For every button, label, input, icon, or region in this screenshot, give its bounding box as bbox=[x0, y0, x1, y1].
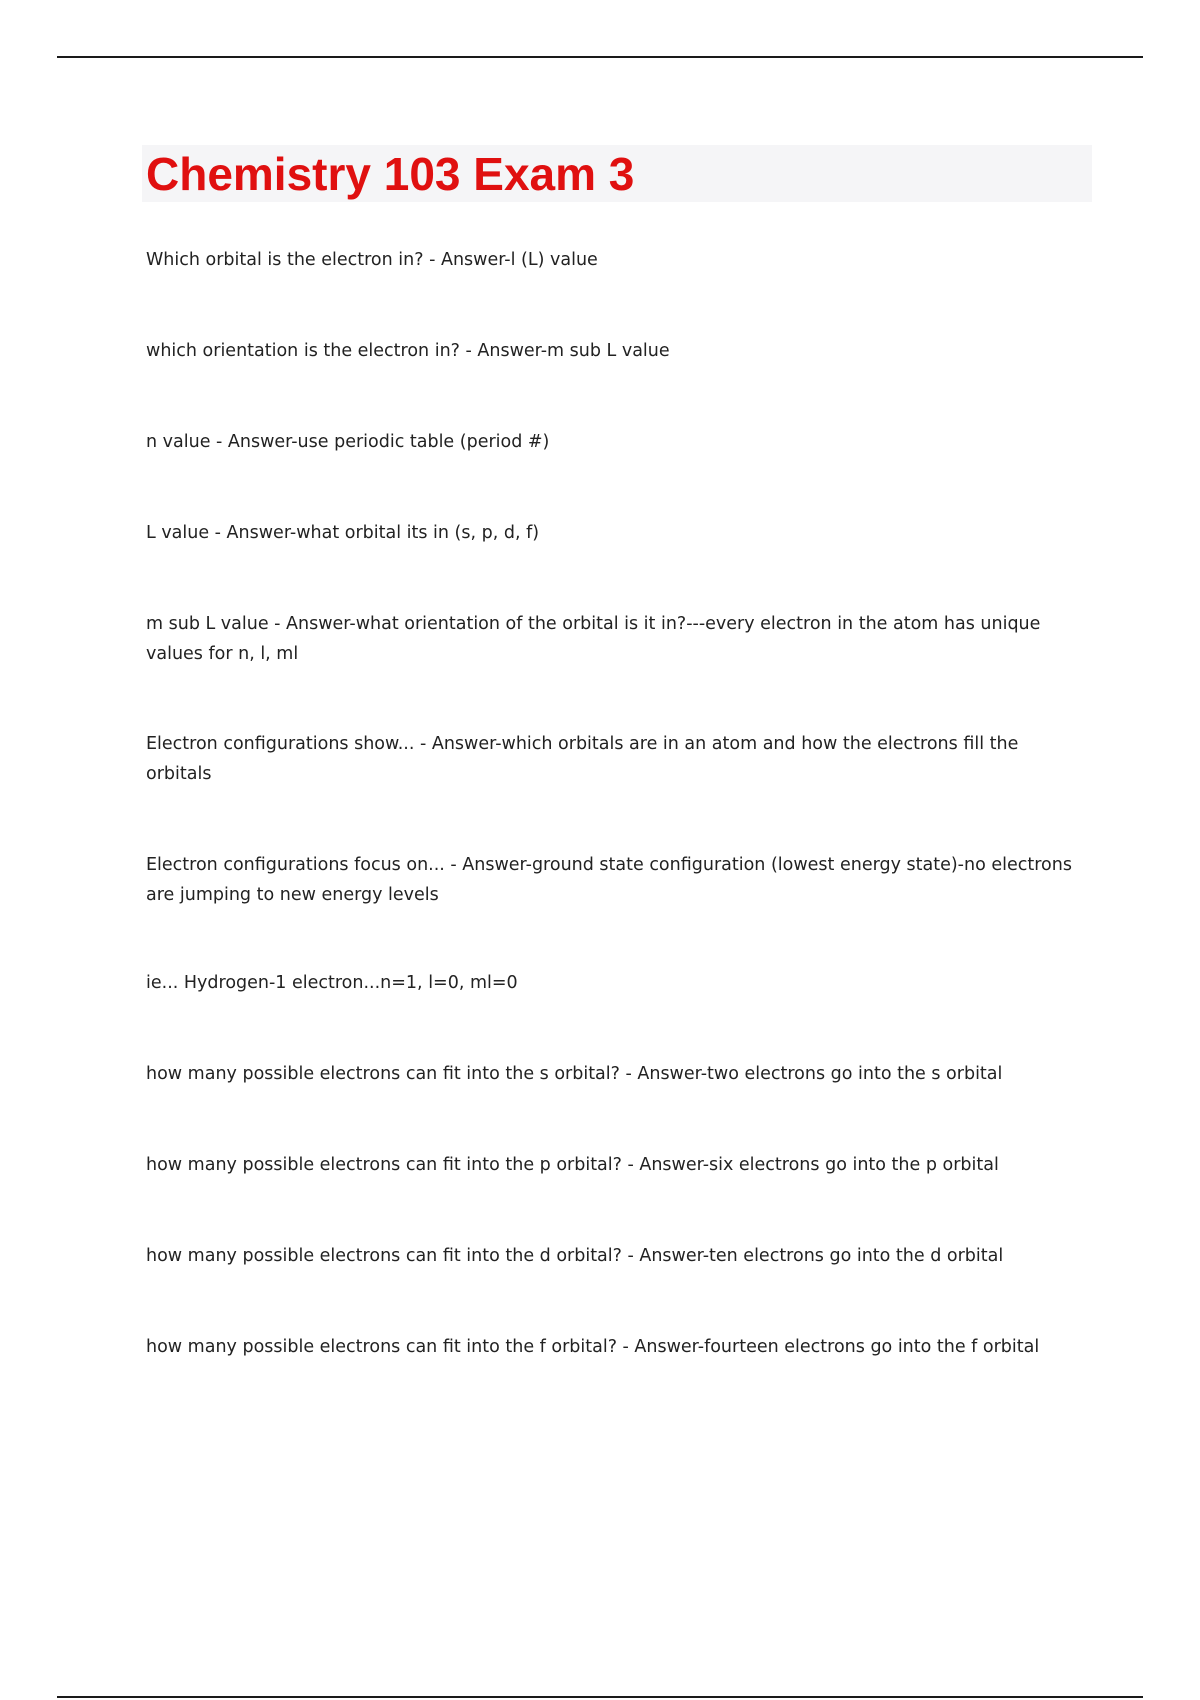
qa-entry-6: Electron configurations show... - Answer-which orbitals are in an atom and how the electrons fill the orbitals bbox=[146, 734, 1019, 784]
top-rule bbox=[57, 56, 1143, 58]
bottom-rule bbox=[57, 1696, 1143, 1698]
qa-entry-2: which orientation is the electron in? - Answer-m sub L value bbox=[146, 341, 670, 361]
qa-entry-4: L value - Answer-what orbital its in (s, p, d, f) bbox=[146, 523, 540, 543]
qa-entry-1: Which orbital is the electron in? - Answer-l (L) value bbox=[146, 250, 598, 270]
qa-entry-9: how many possible electrons can fit into the s orbital? - Answer-two electrons go into the s orbital bbox=[146, 1064, 1003, 1084]
qa-entry-7: Electron configurations focus on... - Answer-ground state configuration (lowest energy state)-no electrons are jumping to new energy levels bbox=[146, 855, 1072, 905]
qa-entry-8: ie... Hydrogen-1 electron...n=1, l=0, ml=0 bbox=[146, 973, 518, 993]
qa-entry-3: n value - Answer-use periodic table (period #) bbox=[146, 432, 550, 452]
qa-entry-12: how many possible electrons can fit into the f orbital? - Answer-fourteen electrons go into the f orbital bbox=[146, 1337, 1040, 1357]
qa-entry-11: how many possible electrons can fit into the d orbital? - Answer-ten electrons go into the d orbital bbox=[146, 1246, 1004, 1266]
qa-entry-10: how many possible electrons can fit into the p orbital? - Answer-six electrons go into the p orbital bbox=[146, 1155, 999, 1175]
qa-entry-5: m sub L value - Answer-what orientation of the orbital is it in?---every electron in the atom has unique values for n, l, ml bbox=[146, 614, 1041, 664]
document-title: Chemistry 103 Exam 3 bbox=[146, 148, 635, 200]
